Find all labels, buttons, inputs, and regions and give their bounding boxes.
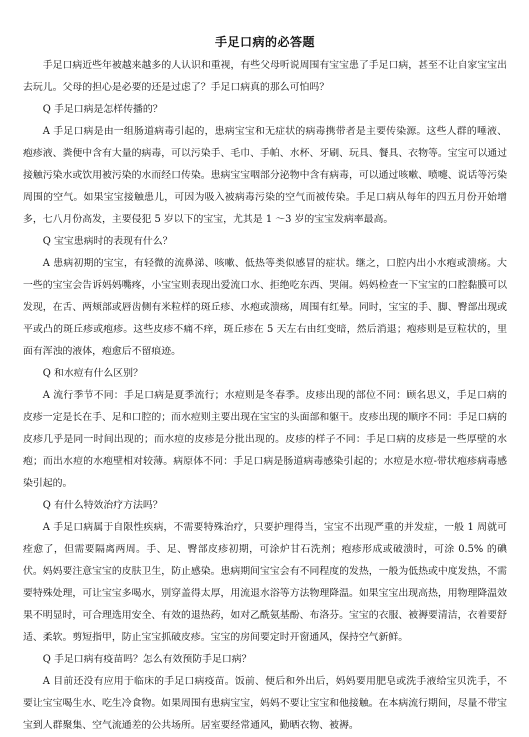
qa-section-5 xyxy=(23,649,507,737)
intro-paragraph: 手足口病近些年被越来越多的人认识和重视，有些父母听说周围有宝宝患了手足口病，甚至不让自家宝宝出去玩儿。父母的担心是必要的还是过虑了？手足口病真的那么可怕吗？ xyxy=(23,60,507,93)
question-3: Q 和水痘有什么区别？ xyxy=(42,368,143,379)
page-title: 手足口病的必答题 xyxy=(214,35,315,49)
question-1: Q 手足口病是怎样传播的？ xyxy=(42,104,163,115)
answer-2: A 患病初期的宝宝，有轻微的流鼻涕、咳嗽、低热等类似感冒的症状。继之，口腔内出小水疱或溃疡。大一些的宝宝会告诉妈妈嘴疼，小宝宝则表现出爱流口水、拒绝吃东西、哭闹。妈妈检查一下宝宝的口腔黏膜可以发现，在舌、两颊部或唇齿侧有米粒样的斑丘疹、水疱或溃疡，周围有红晕。同时，宝宝的手、脚、臀部出现或平或凸的斑丘疹或疱疹。这些皮疹不痛不痒，斑丘疹在 5 天左右由红变暗，然后消退；疱疹则是豆粒状的，里面有浑浊的液体，疱愈后不留痕迹。 xyxy=(23,258,507,357)
answer-3: A 流行季节不同：手足口病是夏季流行；水痘则是冬春季。皮疹出现的部位不同：顾名思义，手足口病的皮疹一定是长在手、足和口腔的；而水痘则主要出现在宝宝的头面部和躯干。皮疹出现的顺序不同：手足口病的皮疹几乎是同一时间出现的；而水痘的皮疹是分批出现的。皮疹的样子不同：手足口病的皮疹是一些厚壁的水疱；而出水痘的水疱壁相对较薄。病原体不同：手足口病是肠道病毒感染引起的；水痘是水痘-带状疱疹病毒感染引起的。 xyxy=(23,390,507,489)
answer-5: A 目前还没有应用于临床的手足口病疫苗。饭前、便后和外出后，妈妈要用肥皂或洗手液给宝贝洗手，不要让宝宝喝生水、吃生冷食物。如果周围有患病宝宝，妈妈不要让宝宝和他接触。在本病流行期间，尽量不带宝宝到人群聚集、空气流通差的公共场所。居室要经常通风，勤晒衣物、被褥。 xyxy=(23,676,507,731)
qa-section-1 xyxy=(23,99,507,231)
question-5: Q 手足口病有疫苗吗？怎么有效预防手足口病？ xyxy=(42,654,252,665)
question-2: Q 宝宝患病时的表现有什么？ xyxy=(42,236,173,247)
qa-section-4 xyxy=(23,495,507,649)
answer-1: A 手足口病是由一组肠道病毒引起的，患病宝宝和无症状的病毒携带者是主要传染源。这些人群的唾液、疱疹液、粪便中含有大量的病毒，可以污染手、毛巾、手帕、水杯、牙刷、玩具、餐具、衣物等。宝宝可以通过接触污染水或饮用被污染的水而经口传染。患病宝宝咽部分泌物中含有病毒，可以通过咳嗽、喷嚏、说话等污染周围的空气。如果宝宝接触患儿，可因为吸入被病毒污染的空气而被传染。手足口病从每年的四五月份开始增多，七八月份高发，主要侵犯 5 岁以下的宝宝，尤其是 1 ～3 岁的宝宝发病率最高。 xyxy=(23,126,507,225)
question-4: Q 有什么特效治疗方法吗？ xyxy=(42,500,163,511)
qa-section-3 xyxy=(23,363,507,495)
answer-4: A 手足口病属于自限性疾病，不需要特殊治疗，只要护理得当，宝宝不出现严重的并发症，一般 1 周就可痊愈了，但需要隔离两周。手、足、臀部皮疹初期，可涂炉甘石洗剂；疱疹形成或破溃时，可涂 0.5% 的碘伏。妈妈要注意宝宝的皮肤卫生，防止感染。患病期间宝宝会有不同程度的发热，一般为低热或中度发热，不需要特殊处理，可让宝宝多喝水，别穿盖得太厚，用流退水浴等方法物理降温。如果宝宝出现高热，用物理降温效果不明显时，可合理选用安全、有效的退热药，如对乙酰氨基酚、布洛芬。宝宝的衣服、被褥要清洁，衣着要舒适、柔软。剪短指甲，防止宝宝抓破皮疹。宝宝的房间要定时开窗通风，保持空气新鲜。 xyxy=(23,522,507,643)
qa-section-2 xyxy=(23,231,507,363)
